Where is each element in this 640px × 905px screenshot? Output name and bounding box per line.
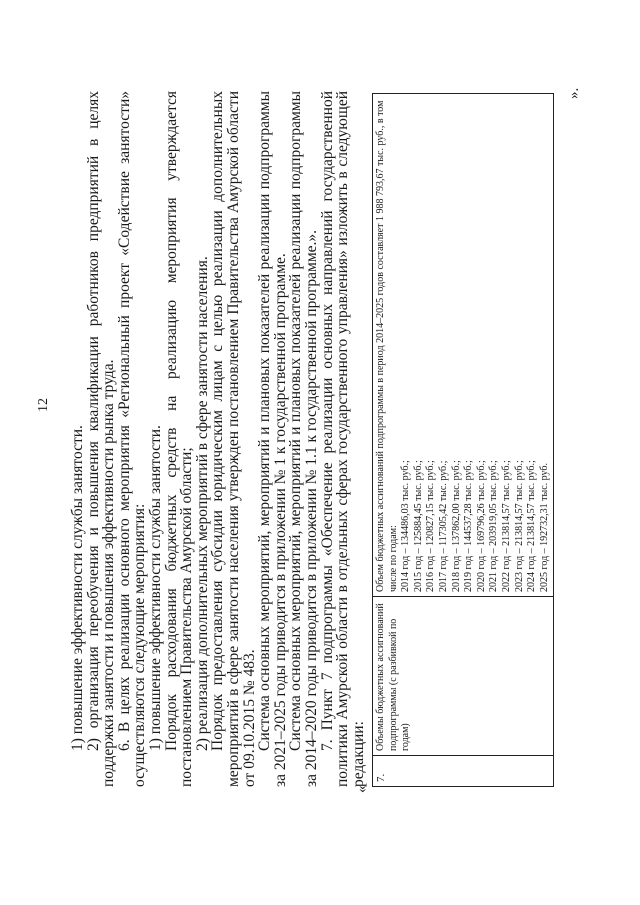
- table-row: [373, 94, 554, 787]
- page-number: 12: [36, 398, 51, 412]
- year-line: 2017 год – 117305,42 тыс. руб.;: [437, 460, 449, 592]
- paragraph: Порядок расходования бюджетных средств на реализацию мероприятия утверждается постановлением Правительства Амурской области;: [162, 91, 196, 787]
- paragraph: 1) повышение эффективности службы занятости.: [69, 425, 86, 751]
- paragraph: 1) повышение эффективности службы занятости.: [146, 425, 164, 751]
- row-label: Объемы бюджетных ассигнований подпрограммы (с разбивкой по годам): [373, 597, 554, 756]
- open-quote: «: [354, 785, 370, 793]
- passport-table: [372, 93, 554, 787]
- row-number: 7.: [373, 756, 554, 787]
- year-line: 2014 год – 134486,03 тыс. руб.;: [400, 460, 412, 592]
- year-line: 2020 год – 169796,26 тыс. руб.;: [475, 460, 487, 592]
- paragraph: Система основных мероприятий, мероприятий и плановых показателей реализации подпрограммы за 2014–2020 годы приводится в приложении № 1.1 к государственной программе.».: [287, 91, 320, 787]
- year-line: 2021 год – 203919,05 тыс. руб.;: [488, 460, 500, 592]
- paragraph: Порядок предоставления субсидии юридическим лицам с целью реализации дополнительных мероприятий в сфере занятости населения утвержден постановлением Правительства Амурской области от 09.10.2015 № 483.: [209, 91, 258, 787]
- close-quote: ».: [566, 87, 582, 99]
- year-line: 2016 год – 120827,15 тыс. руб.;: [425, 460, 437, 592]
- total-text: Объем бюджетных ассигнований подпрограммы в период 2014–2025 годов составляет 1 988 793,67 тыс. руб., в том числе по годам:: [375, 100, 399, 592]
- year-line: 2015 год – 125884,45 тыс. руб.;: [412, 460, 424, 592]
- year-line: 2025 год – 192732,31 тыс. руб.: [538, 462, 550, 592]
- paragraph: 6. В целях реализации основного мероприятия «Региональный проект «Содействие занятости» осуществляются следующие мероприятия:: [115, 91, 149, 787]
- paragraph: 2) реализация дополнительных мероприятий в сфере занятости населения.: [193, 256, 211, 751]
- paragraph: 2) организация переобучения и повышения квалификации работников предприятий в целях поддержки занятости и повышения эффективности рынка труда.: [84, 91, 118, 787]
- document-body: [70, 91, 366, 787]
- year-line: 2024 год – 213814,57 тыс. руб.;: [526, 460, 538, 592]
- year-line: 2019 год – 144537,28 тыс. руб.;: [463, 460, 475, 592]
- row-value: [373, 94, 554, 597]
- paragraph: 7. Пункт 7 подпрограммы «Обеспечение реализации основных направлений государственной политики Амурской области в отдельных сферах государственного управления» изложить в следующей редакции:: [318, 91, 367, 787]
- year-line: 2018 год – 137862,00 тыс. руб.;: [450, 460, 462, 592]
- year-line: 2022 год – 213814,57 тыс. руб.;: [500, 460, 512, 592]
- year-line: 2023 год – 213814,57 тыс. руб.;: [513, 460, 525, 592]
- paragraph: Система основных мероприятий, мероприятий и плановых показателей реализации подпрограммы за 2021–2025 годы приводится в приложении № 1 к государственной программе.: [256, 91, 289, 787]
